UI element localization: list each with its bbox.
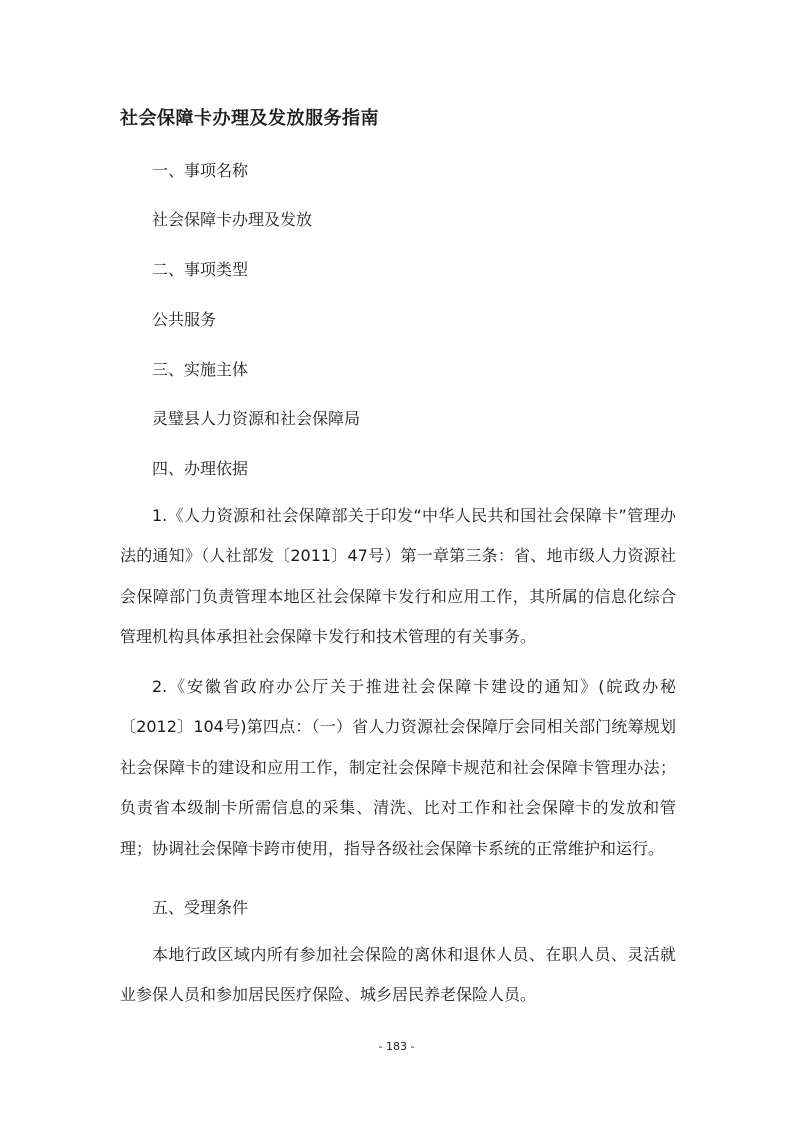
section-heading-5: 五、受理条件 [152, 898, 249, 917]
page-number: - 183 - [378, 1040, 415, 1053]
section-heading-1: 一、事项名称 [152, 161, 249, 180]
conditions-paragraph: 本地行政区域内所有参加社会保险的离休和退休人员、在职人员、灵活就业参保人员和参加居民医疗保险、城乡居民养老保险人员。 [120, 945, 676, 1005]
section-content-3: 灵璧县人力资源和社会保障局 [152, 409, 361, 428]
basis-paragraph-1: 1.《人力资源和社会保障部关于印发“中华人民共和国社会保障卡”管理办法的通知》（人社部发〔2011〕47号）第一章第三条：省、地市级人力资源社会保障部门负责管理本地区社会保障卡发行和应用工作，其所属的信息化综合管理机构具体承担社会保障卡发行和技术管理的有关事务。 [120, 506, 676, 647]
section-content-2: 公共服务 [152, 310, 217, 329]
document-title: 社会保障卡办理及发放服务指南 [120, 108, 379, 129]
section-heading-3: 三、实施主体 [152, 360, 249, 379]
section-heading-4: 四、办理依据 [152, 459, 249, 478]
section-heading-2: 二、事项类型 [152, 260, 249, 279]
basis-paragraph-2: 2.《安徽省政府办公厅关于推进社会保障卡建设的通知》(皖政办秘〔2012〕104号)第四点：（一）省人力资源社会保障厅会同相关部门统筹规划社会保障卡的建设和应用工作，制定社会保障卡规范和社会保障卡管理办法；负责省本级制卡所需信息的采集、清洗、比对工作和社会保障卡的发放和管理；协调社会保障卡跨市使用，指导各级社会保障卡系统的正常维护和运行。 [120, 677, 676, 858]
section-content-1: 社会保障卡办理及发放 [152, 210, 313, 229]
